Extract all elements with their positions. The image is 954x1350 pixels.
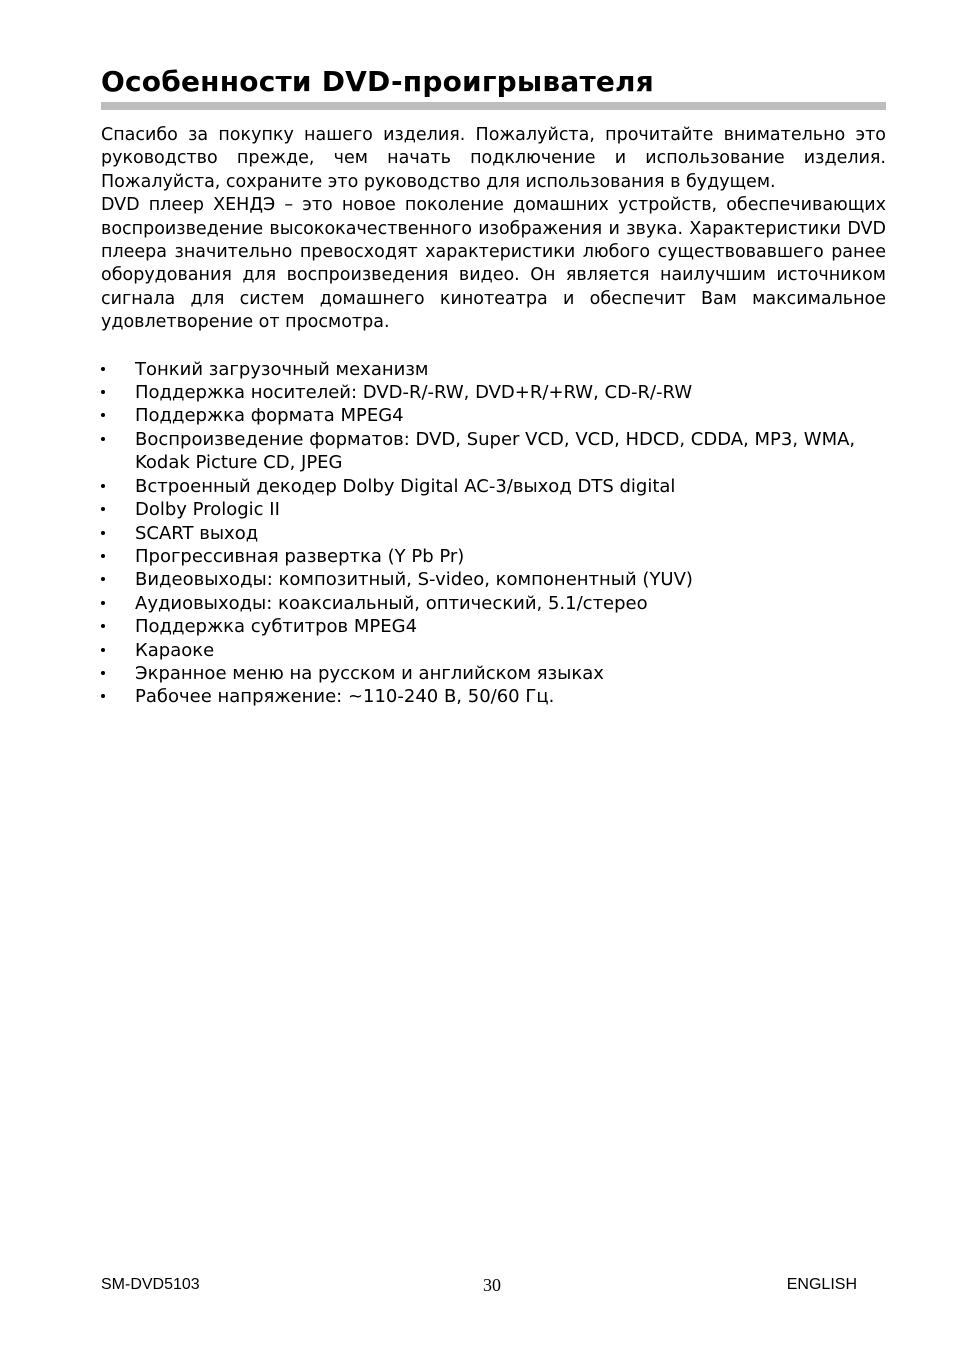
title-underline-rule [101, 102, 886, 110]
list-item [101, 358, 886, 381]
list-item [101, 404, 886, 427]
footer-page-number: 30 [483, 1275, 501, 1295]
bullet-icon [101, 367, 105, 371]
feature-text: Поддержка носителей: DVD-R/-RW, DVD+R/+RW, CD-R/-RW [135, 382, 693, 404]
list-item [101, 592, 886, 615]
list-item [101, 498, 886, 521]
list-item [101, 662, 886, 685]
list-item [101, 639, 886, 662]
intro-paragraph: Спасибо за покупку нашего изделия. Пожалуйста, прочитайте внимательно это руководство прежде, чем начать подключение и использование изделия. Пожалуйста, сохраните это руководство для использования в будущем. [101, 125, 886, 192]
list-item [101, 545, 886, 568]
footer-language: ENGLISH [786, 1276, 857, 1293]
feature-text: Поддержка формата MPEG4 [135, 405, 404, 427]
bullet-icon [101, 554, 105, 558]
list-item [101, 685, 886, 708]
feature-text: Видеовыходы: композитный, S-video, компонентный (YUV) [135, 569, 693, 591]
bullet-icon [101, 694, 105, 698]
description-paragraph: DVD плеер ХЕНДЭ – это новое поколение домашних устройств, обеспечивающих воспроизведение высококачественного изображения и звука. Характеристики DVD плеера значительно превосходят характеристики любого существовавшего ранее оборудования для воспроизведения видео. Он является наилучшим источником сигнала для систем домашнего кинотеатра и обеспечит Вам максимальное удовлетворение от просмотра. [101, 195, 886, 333]
bullet-icon [101, 671, 105, 675]
feature-text: Встроенный декодер Dolby Digital AC-3/выход DTS digital [135, 475, 676, 497]
page-title: Особенности DVD-проигрывателя [101, 65, 654, 98]
list-item [101, 428, 886, 475]
list-item [101, 522, 886, 545]
list-item [101, 568, 886, 591]
feature-text: Тонкий загрузочный механизм [135, 358, 429, 380]
bullet-icon [101, 648, 105, 652]
bullet-icon [101, 507, 105, 511]
bullet-icon [101, 437, 105, 441]
list-item [101, 475, 886, 498]
features-list [101, 358, 886, 709]
feature-text: SCART выход [135, 522, 259, 544]
list-item [101, 381, 886, 404]
list-item [101, 615, 886, 638]
bullet-icon [101, 601, 105, 605]
feature-text: Dolby Prologic II [135, 499, 280, 521]
feature-text: Караоке [135, 639, 215, 661]
bullet-icon [101, 624, 105, 628]
bullet-icon [101, 531, 105, 535]
feature-text: Экранное меню на русском и английском языках [135, 662, 604, 684]
feature-text: Воспроизведение форматов: DVD, Super VCD, VCD, HDCD, CDDA, MP3, WMA, Kodak Picture CD, JPEG [135, 428, 856, 474]
feature-text: Рабочее напряжение: ~110-240 В, 50/60 Гц. [135, 686, 555, 708]
feature-text: Аудиовыходы: коаксиальный, оптический, 5.1/стерео [135, 592, 648, 614]
page-content [101, 62, 886, 709]
bullet-icon [101, 577, 105, 581]
bullet-icon [101, 413, 105, 417]
footer-model: SM-DVD5103 [101, 1276, 200, 1293]
feature-text: Поддержка субтитров MPEG4 [135, 616, 418, 638]
page-footer [101, 1273, 857, 1297]
feature-text: Прогрессивная развертка (Y Pb Pr) [135, 545, 465, 567]
bullet-icon [101, 484, 105, 488]
bullet-icon [101, 390, 105, 394]
